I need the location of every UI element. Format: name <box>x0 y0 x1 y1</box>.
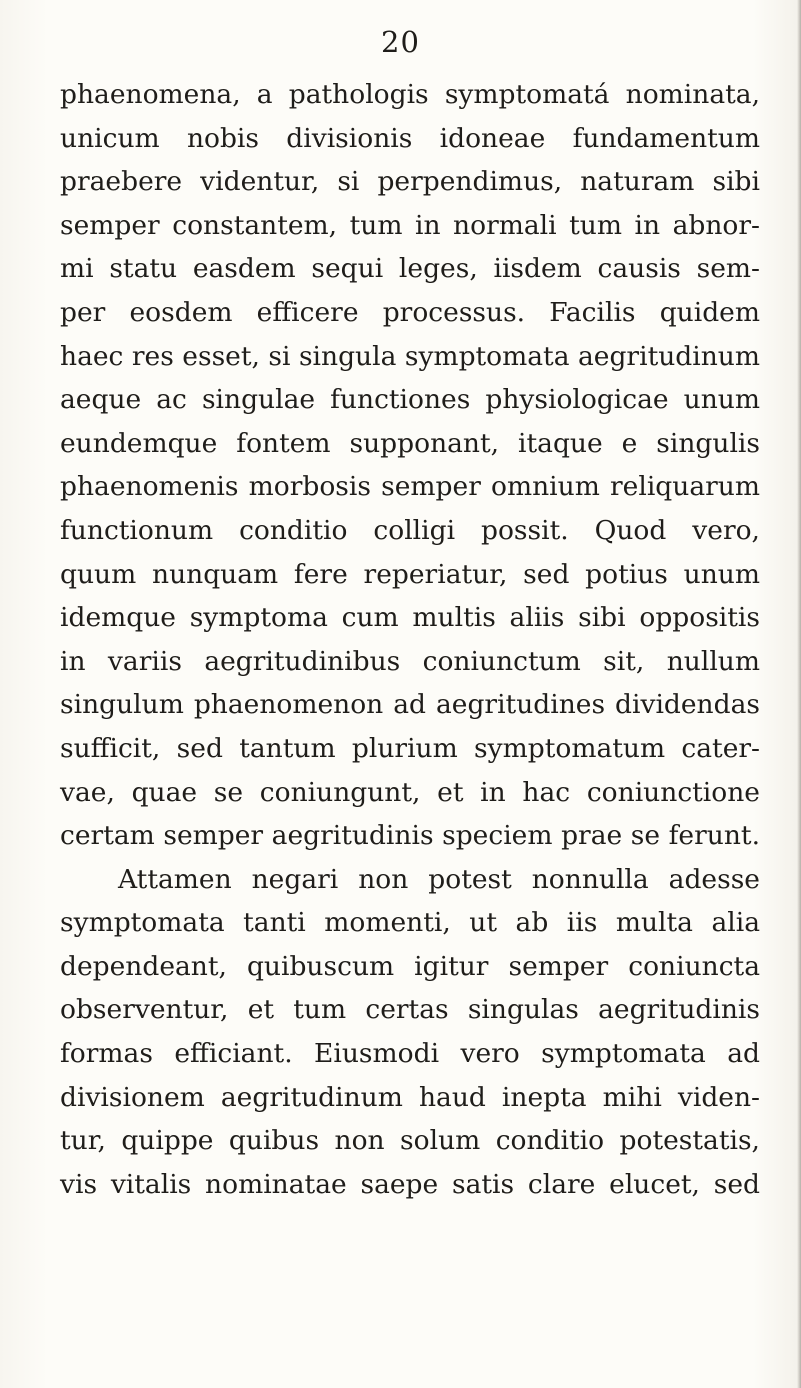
text-line: certam semper aegritudinis speciem prae se ferunt. <box>60 820 760 852</box>
text-line: per eosdem efficere processus. Facilis quidem <box>60 296 760 328</box>
text-line: formas efficiant. Eiusmodi vero symptomata ad <box>60 1038 760 1070</box>
text-line: vis vitalis nominatae saepe satis clare elucet, sed <box>60 1168 760 1200</box>
text-line: dependeant, quibuscum igitur semper coniuncta <box>60 950 760 982</box>
text-line: tur, quippe quibus non solum conditio potestatis, <box>60 1125 760 1157</box>
text-line: sufficit, sed tantum plurium symptomatum cater- <box>60 732 760 764</box>
text-line: in variis aegritudinibus coniunctum sit, nullum <box>60 645 760 677</box>
text-line: haec res esset, si singula symptomata aegritudinum <box>60 340 760 372</box>
text-line-paragraph-start: Attamen negari non potest nonnulla adesse <box>118 863 760 895</box>
text-line: phaenomena, a pathologis symptomatá nominata, <box>60 79 760 110</box>
page-edge-shadow <box>797 0 801 1388</box>
text-line: mi statu easdem sequi leges, iisdem causis sem- <box>60 253 760 285</box>
text-line: eundemque fontem supponant, itaque e singulis <box>60 427 760 459</box>
text-line: functionum conditio colligi possit. Quod vero, <box>60 514 760 546</box>
text-line: phaenomenis morbosis semper omnium reliquarum <box>60 471 760 503</box>
text-line: aeque ac singulae functiones physiologicae unum <box>60 384 760 416</box>
text-line: quum nunquam fere reperiatur, sed potius unum <box>60 558 760 590</box>
text-line: praebere videntur, si perpendimus, naturam sibi <box>60 166 760 198</box>
text-line: idemque symptoma cum multis aliis sibi oppositis <box>60 602 760 634</box>
text-line: symptomata tanti momenti, ut ab iis multa alia <box>60 907 760 939</box>
text-line: semper constantem, tum in normali tum in abnor- <box>60 209 760 241</box>
page-number: 20 <box>381 25 420 59</box>
text-line: singulum phaenomenon ad aegritudines dividendas <box>60 689 760 721</box>
text-line: divisionem aegritudinum haud inepta mihi viden- <box>60 1081 760 1113</box>
text-line: vae, quae se coniungunt, et in hac coniunctione <box>60 776 760 808</box>
text-line: unicum nobis divisionis idoneae fundamentum <box>60 122 760 154</box>
body-text <box>60 73 760 1206</box>
text-line: observentur, et tum certas singulas aegritudinis <box>60 994 760 1026</box>
